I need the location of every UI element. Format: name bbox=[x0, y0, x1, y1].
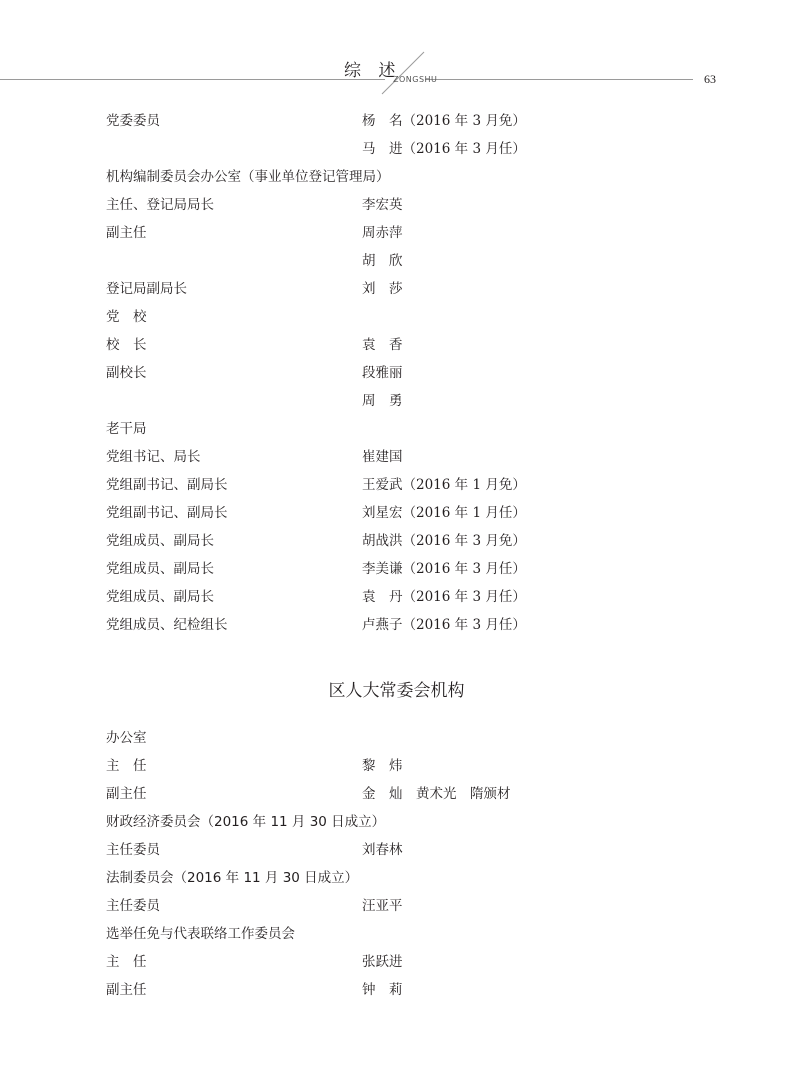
position-title: 副主任 bbox=[106, 982, 147, 998]
directory-entry bbox=[106, 587, 746, 607]
person-name: 李美谦（2016 年 3 月任） bbox=[362, 561, 526, 577]
position-title: 主任委员 bbox=[106, 842, 160, 858]
position-title: 党组成员、副局长 bbox=[106, 589, 214, 605]
directory-entry bbox=[106, 447, 746, 467]
position-title: 登记局副局长 bbox=[106, 281, 187, 297]
position-title: 校 长 bbox=[106, 337, 147, 353]
position-title: 党组副书记、副局长 bbox=[106, 505, 228, 521]
person-name: 崔建国 bbox=[362, 449, 403, 465]
person-name: 卢燕子（2016 年 3 月任） bbox=[362, 617, 526, 633]
directory-entry bbox=[106, 503, 746, 523]
directory-entry bbox=[106, 784, 746, 804]
directory-entry bbox=[106, 195, 746, 215]
person-name: 钟 莉 bbox=[362, 982, 403, 998]
person-name: 周 勇 bbox=[362, 393, 403, 409]
directory-entry bbox=[106, 756, 746, 776]
person-name: 袁 丹（2016 年 3 月任） bbox=[362, 589, 526, 605]
person-name: 黎 炜 bbox=[362, 758, 403, 774]
directory-entry bbox=[106, 111, 746, 131]
person-name: 杨 名（2016 年 3 月免） bbox=[362, 113, 526, 129]
organization-heading: 机构编制委员会办公室（事业单位登记管理局） bbox=[106, 169, 390, 185]
person-name: 马 进（2016 年 3 月任） bbox=[362, 141, 526, 157]
person-name: 汪亚平 bbox=[362, 898, 403, 914]
directory-entry bbox=[106, 139, 746, 159]
section-title: 综 述 bbox=[344, 61, 402, 81]
directory-entry bbox=[106, 840, 746, 860]
header-rule-left bbox=[0, 79, 385, 80]
position-title: 党组成员、副局长 bbox=[106, 561, 214, 577]
person-name: 胡 欣 bbox=[362, 253, 403, 269]
directory-entry bbox=[106, 223, 746, 243]
person-name: 周赤萍 bbox=[362, 225, 403, 241]
section-latin-title: ZONGSHU bbox=[393, 75, 438, 84]
person-name: 刘星宏（2016 年 1 月任） bbox=[362, 505, 526, 521]
directory-entry bbox=[106, 896, 746, 916]
person-name: 袁 香 bbox=[362, 337, 403, 353]
directory-entry bbox=[106, 475, 746, 495]
person-name: 王爱武（2016 年 1 月免） bbox=[362, 477, 526, 493]
position-title: 主任、登记局局长 bbox=[106, 197, 214, 213]
position-title: 副校长 bbox=[106, 365, 147, 381]
position-title: 主任委员 bbox=[106, 898, 160, 914]
person-name: 李宏英 bbox=[362, 197, 403, 213]
header-rule-right bbox=[425, 79, 693, 80]
person-name: 刘春林 bbox=[362, 842, 403, 858]
position-title: 党组成员、纪检组长 bbox=[106, 617, 228, 633]
position-title: 副主任 bbox=[106, 786, 147, 802]
directory-entry bbox=[106, 335, 746, 355]
person-name: 金 灿 黄术光 隋颁材 bbox=[362, 786, 511, 802]
position-title: 副主任 bbox=[106, 225, 147, 241]
directory-entry bbox=[106, 615, 746, 635]
directory-entry bbox=[106, 559, 746, 579]
organization-heading: 老干局 bbox=[106, 421, 147, 437]
organization-heading: 财政经济委员会（2016 年 11 月 30 日成立） bbox=[106, 814, 386, 830]
organization-heading: 选举任免与代表联络工作委员会 bbox=[106, 926, 295, 942]
directory-entry bbox=[106, 980, 746, 1000]
organization-heading: 办公室 bbox=[106, 730, 147, 746]
position-title: 主 任 bbox=[106, 954, 147, 970]
position-title: 党委委员 bbox=[106, 113, 160, 129]
position-title: 党组副书记、副局长 bbox=[106, 477, 228, 493]
directory-entry bbox=[106, 363, 746, 383]
running-header bbox=[0, 0, 793, 100]
page-number: 63 bbox=[704, 72, 716, 86]
directory-entry bbox=[106, 279, 746, 299]
directory-entry bbox=[106, 952, 746, 972]
organization-heading: 法制委员会（2016 年 11 月 30 日成立） bbox=[106, 870, 359, 886]
position-title: 党组书记、局长 bbox=[106, 449, 201, 465]
section-heading-npc: 区人大常委会机构 bbox=[328, 681, 465, 701]
position-title: 党组成员、副局长 bbox=[106, 533, 214, 549]
directory-entry bbox=[106, 391, 746, 411]
person-name: 段雅丽 bbox=[362, 365, 403, 381]
position-title: 主 任 bbox=[106, 758, 147, 774]
person-name: 刘 莎 bbox=[362, 281, 403, 297]
person-name: 胡战洪（2016 年 3 月免） bbox=[362, 533, 526, 549]
organization-heading: 党 校 bbox=[106, 309, 147, 325]
directory-entry bbox=[106, 251, 746, 271]
person-name: 张跃进 bbox=[362, 954, 403, 970]
directory-entry bbox=[106, 531, 746, 551]
